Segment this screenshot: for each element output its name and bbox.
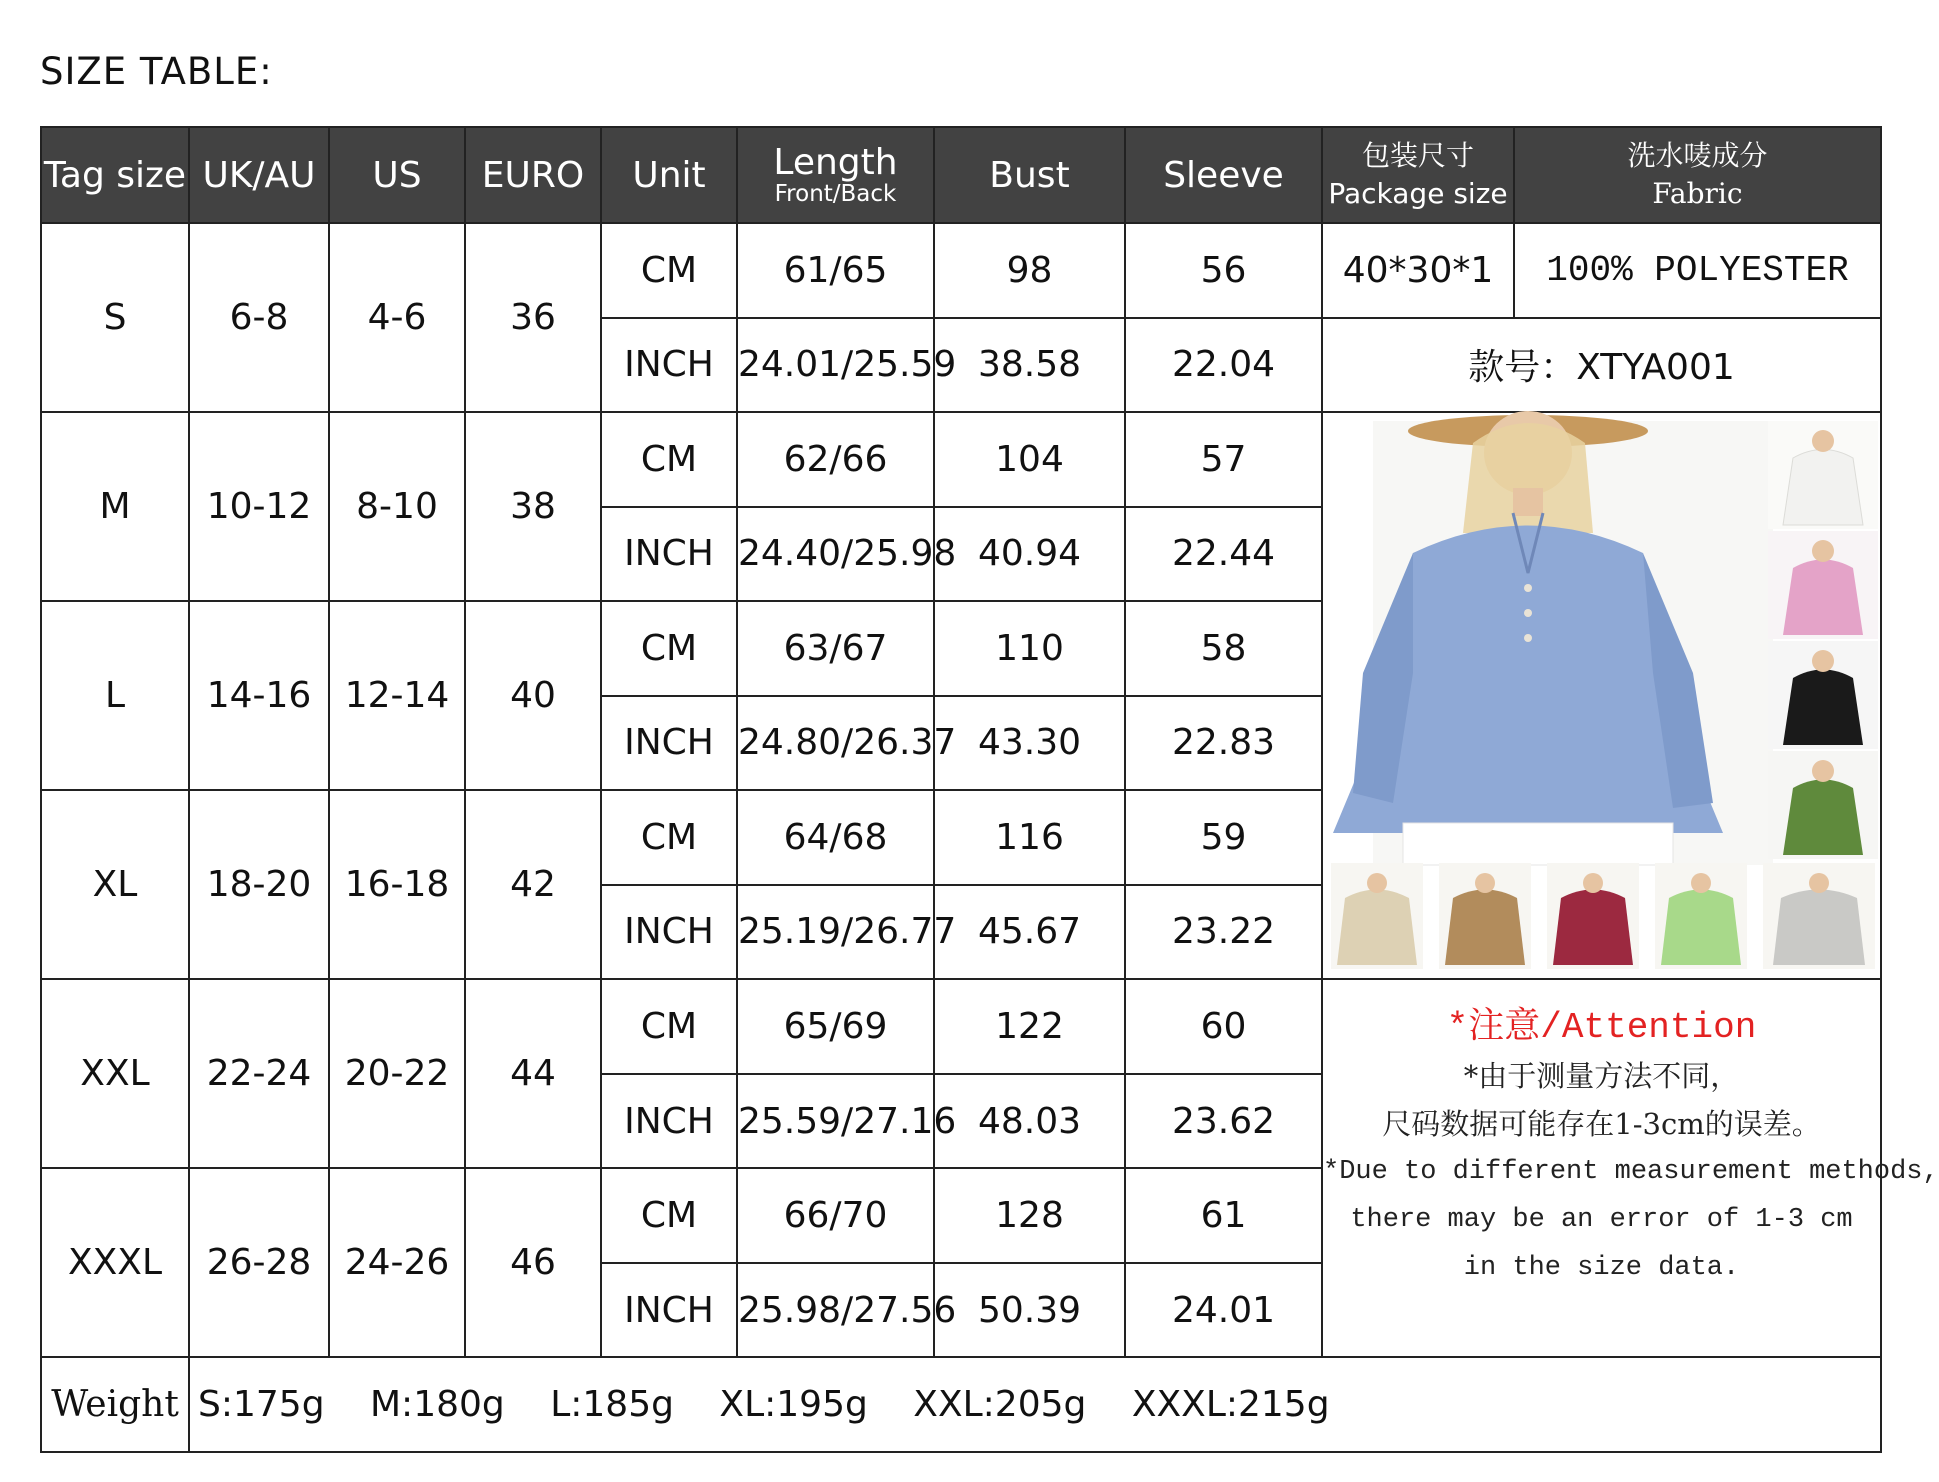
header-package-cn: 包装尺寸 xyxy=(1361,139,1474,172)
ukau-cell: 18-20 xyxy=(189,790,329,979)
bust-cell: 40.94 xyxy=(934,507,1125,602)
unit-cell: INCH xyxy=(601,318,737,413)
bust-cell: 98 xyxy=(934,223,1125,318)
length-cell: 65/69 xyxy=(737,979,934,1074)
weight-value: S:175g xyxy=(198,1384,325,1426)
header-fabric-en: Fabric xyxy=(1652,177,1743,210)
header-ukau: UK/AU xyxy=(189,127,329,223)
thumbnail-green xyxy=(1768,751,1878,859)
ukau-cell: 26-28 xyxy=(189,1168,329,1357)
bust-cell: 128 xyxy=(934,1168,1125,1263)
package-size-value: 40*30*1 xyxy=(1322,223,1514,318)
size-table xyxy=(40,126,1939,1453)
attention-cn-line1: *由于测量方法不同， xyxy=(1463,1059,1740,1094)
weight-label: Weight xyxy=(41,1357,189,1452)
bust-cell: 116 xyxy=(934,790,1125,885)
thumbnail-beige xyxy=(1331,863,1423,969)
attention-cn-line2: 尺码数据可能存在1-3cm的误差。 xyxy=(1382,1107,1821,1142)
product-photo xyxy=(1323,413,1882,973)
length-cell: 24.80/26.37 xyxy=(737,696,934,791)
attention-note xyxy=(1322,979,1939,1357)
header-package-en: Package size xyxy=(1328,177,1508,210)
length-cell: 61/65 xyxy=(737,223,934,318)
sleeve-cell: 61 xyxy=(1125,1168,1322,1263)
header-length xyxy=(737,127,934,223)
unit-cell: CM xyxy=(601,412,737,507)
header-tag-size: Tag size xyxy=(41,127,189,223)
bust-cell: 50.39 xyxy=(934,1263,1125,1358)
sleeve-cell: 24.01 xyxy=(1125,1263,1322,1358)
sleeve-cell: 23.22 xyxy=(1125,885,1322,980)
length-cell: 64/68 xyxy=(737,790,934,885)
sleeve-cell: 60 xyxy=(1125,979,1322,1074)
us-cell: 4-6 xyxy=(329,223,465,412)
euro-cell: 38 xyxy=(465,412,601,601)
bust-cell: 110 xyxy=(934,601,1125,696)
unit-cell: CM xyxy=(601,790,737,885)
sleeve-cell: 23.62 xyxy=(1125,1074,1322,1169)
thumbnail-khaki xyxy=(1439,863,1531,969)
attention-title: *注意/Attention xyxy=(1446,1007,1757,1049)
unit-cell: INCH xyxy=(601,1263,737,1358)
thumbnail-lime xyxy=(1655,863,1747,969)
euro-cell: 42 xyxy=(465,790,601,979)
thumbnail-pink xyxy=(1768,531,1878,639)
tag-size-cell: S xyxy=(41,223,189,412)
length-cell: 62/66 xyxy=(737,412,934,507)
tag-size-cell: XXL xyxy=(41,979,189,1168)
sleeve-cell: 22.04 xyxy=(1125,318,1322,413)
euro-cell: 46 xyxy=(465,1168,601,1357)
us-cell: 12-14 xyxy=(329,601,465,790)
page-title: SIZE TABLE: xyxy=(40,50,273,93)
bust-cell: 104 xyxy=(934,412,1125,507)
header-us: US xyxy=(329,127,465,223)
thumbnail-burgundy xyxy=(1547,863,1639,969)
length-cell: 24.01/25.59 xyxy=(737,318,934,413)
sleeve-cell: 59 xyxy=(1125,790,1322,885)
unit-cell: INCH xyxy=(601,885,737,980)
thumbnail-grey xyxy=(1763,863,1875,969)
unit-cell: INCH xyxy=(601,1074,737,1169)
weight-value: XXL:205g xyxy=(913,1384,1087,1426)
bust-cell: 122 xyxy=(934,979,1125,1074)
length-cell: 25.19/26.77 xyxy=(737,885,934,980)
main-model-image xyxy=(1333,411,1773,865)
us-cell: 20-22 xyxy=(329,979,465,1168)
fabric-value: 100% POLYESTER xyxy=(1514,223,1881,318)
length-cell: 25.98/27.56 xyxy=(737,1263,934,1358)
bust-cell: 48.03 xyxy=(934,1074,1125,1169)
us-cell: 8-10 xyxy=(329,412,465,601)
table-row xyxy=(41,223,1881,318)
euro-cell: 40 xyxy=(465,601,601,790)
tag-size-cell: M xyxy=(41,412,189,601)
unit-cell: CM xyxy=(601,1168,737,1263)
length-cell: 63/67 xyxy=(737,601,934,696)
header-length-label: Length xyxy=(773,142,898,183)
ukau-cell: 6-8 xyxy=(189,223,329,412)
length-cell: 24.40/25.98 xyxy=(737,507,934,602)
table-row xyxy=(41,979,1881,1074)
product-photo-collage xyxy=(1322,412,1881,979)
weight-value: XL:195g xyxy=(719,1384,868,1426)
ukau-cell: 10-12 xyxy=(189,412,329,601)
length-cell: 25.59/27.16 xyxy=(737,1074,934,1169)
sleeve-cell: 56 xyxy=(1125,223,1322,318)
style-number: 款号：XTYA001 xyxy=(1322,318,1881,413)
attention-en-line2: there may be an error of 1-3 cm xyxy=(1350,1205,1853,1236)
bust-cell: 43.30 xyxy=(934,696,1125,791)
attention-en-line1: *Due to different measurement methods, xyxy=(1323,1157,1939,1188)
attention-en-line3: in the size data. xyxy=(1463,1253,1740,1284)
bust-cell: 45.67 xyxy=(934,885,1125,980)
sleeve-cell: 22.44 xyxy=(1125,507,1322,602)
unit-cell: CM xyxy=(601,601,737,696)
weight-value: XXXL:215g xyxy=(1131,1384,1330,1426)
tag-size-cell: XXXL xyxy=(41,1168,189,1357)
tag-size-cell: L xyxy=(41,601,189,790)
thumbnail-black xyxy=(1768,641,1878,749)
euro-cell: 44 xyxy=(465,979,601,1168)
unit-cell: CM xyxy=(601,223,737,318)
header-sleeve: Sleeve xyxy=(1125,127,1322,223)
ukau-cell: 14-16 xyxy=(189,601,329,790)
header-row xyxy=(41,127,1881,223)
weight-row xyxy=(41,1357,1881,1452)
sleeve-cell: 22.83 xyxy=(1125,696,1322,791)
thumbnail-white xyxy=(1768,421,1878,529)
header-fabric-cn: 洗水唛成分 xyxy=(1627,139,1768,172)
header-unit: Unit xyxy=(601,127,737,223)
sleeve-cell: 57 xyxy=(1125,412,1322,507)
tag-size-cell: XL xyxy=(41,790,189,979)
unit-cell: INCH xyxy=(601,507,737,602)
weight-values xyxy=(189,1357,1881,1452)
ukau-cell: 22-24 xyxy=(189,979,329,1168)
header-fabric xyxy=(1514,127,1881,223)
unit-cell: INCH xyxy=(601,696,737,791)
table-row xyxy=(41,412,1881,507)
header-length-sub: Front/Back xyxy=(774,181,897,207)
euro-cell: 36 xyxy=(465,223,601,412)
header-bust: Bust xyxy=(934,127,1125,223)
us-cell: 24-26 xyxy=(329,1168,465,1357)
sleeve-cell: 58 xyxy=(1125,601,1322,696)
unit-cell: CM xyxy=(601,979,737,1074)
us-cell: 16-18 xyxy=(329,790,465,979)
length-cell: 66/70 xyxy=(737,1168,934,1263)
bust-cell: 38.58 xyxy=(934,318,1125,413)
header-euro: EURO xyxy=(465,127,601,223)
weight-value: M:180g xyxy=(370,1384,505,1426)
weight-value: L:185g xyxy=(550,1384,674,1426)
header-package xyxy=(1322,127,1514,223)
